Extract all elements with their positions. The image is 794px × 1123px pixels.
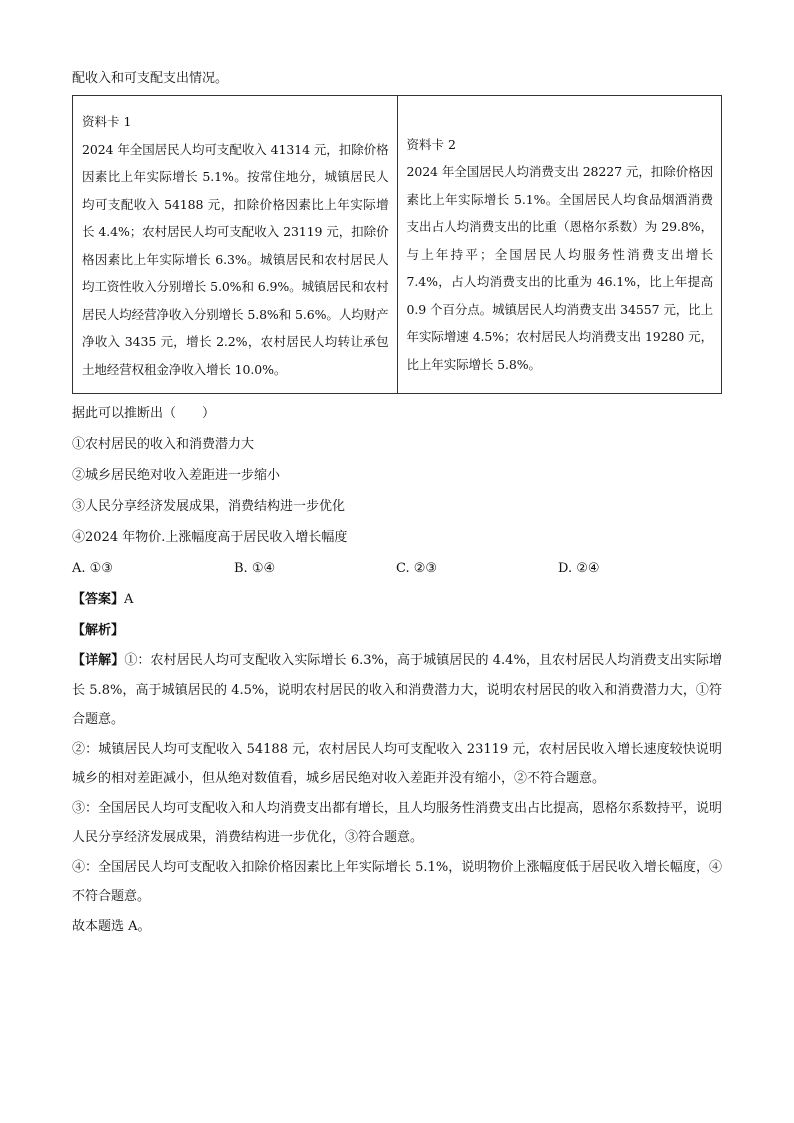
option-a: A. ①③ (72, 561, 113, 576)
intro-text: 配收入和可支配支出情况。 (72, 71, 229, 86)
analysis-tag: 【解析】 (72, 623, 125, 638)
option-b: B. ①④ (234, 561, 276, 576)
detail-paragraph-2: ②：城镇居民人均可支配收入 54188 元，农村居民人均可支配收入 23119 元，农村居民收入增长速度较快说明城乡的相对差距减小，但从绝对数值看，城乡居民绝对收入差距并没有缩小，②不符合题意。 (72, 741, 722, 786)
detail-paragraph-3: ③：全国居民人均可支配收入和人均消费支出都有增长，且人均服务性消费支出占比提高，恩格尔系数持平，说明人民分享经济发展成果，消费结构进一步优化，③符合题意。 (72, 800, 723, 845)
material-card-2 (397, 96, 722, 394)
statement-item: ③人民分享经济发展成果，消费结构进一步优化 (72, 499, 346, 514)
statement-item: ①农村居民的收入和消费潜力大 (72, 437, 255, 452)
card-2-text: 2024 年全国居民人均消费支出 28227 元，扣除价格因素比上年实际增长 5.1%。全国居民人均食品烟酒消费支出占人均消费支出的比重（恩格尔系数）为 29.8%，与上年持平；全国居民人均服务性消费支出增长 7.4%，占人均消费支出的比重为 46.1%，比上年提高 0.9 个百分点。城镇居民人均消费支出 34557 元，比上年实际增速 4.5%；农村居民人均消费支出 19280 元，比上年实际增长 5.8%。 (406, 164, 713, 372)
answer-tag: 【答案】 (72, 592, 125, 607)
answer-value: A (124, 592, 134, 607)
analysis-line (72, 615, 722, 646)
detail-text-1: ①：农村居民人均可支配收入实际增长 6.3%，高于城镇居民的 4.4%，且农村居民人均消费支出实际增长 5.8%，高于城镇居民的 4.5%，说明农村居民的收入和消费潜力大，说明农村居民的收入和消费潜力大，①符合题意。 (72, 653, 722, 727)
statement-item: ④2024 年物价.上涨幅度高于居民收入增长幅度 (72, 530, 348, 545)
detail-tag: 【详解】 (72, 653, 125, 668)
option-d: D. ②④ (558, 561, 600, 576)
detail-paragraph-4: ④：全国居民人均可支配收入扣除价格因素比上年实际增长 5.1%，说明物价上涨幅度低于居民收入增长幅度，④不符合题意。 (72, 859, 722, 904)
material-card-1 (73, 96, 398, 394)
card-1-text: 2024 年全国居民人均可支配收入 41314 元，扣除价格因素比上年实际增长 5.1%。按常住地分，城镇居民人均可支配收入 54188 元，扣除价格因素比上年实际增长 4.4%；农村居民人均可支配收入 23119 元，扣除价格因素比上年实际增长 6.3%。城镇居民和农村居民人均工资性收入分别增长 5.0%和 6.9%。城镇居民和农村居民人均经营净收入分别增长 5.8%和 5.6%。人均财产净收入 3435 元，增长 2.2%，农村居民人均转让承包土地经营权租金净收入增长 10.0%。 (82, 141, 389, 377)
conclusion-line: 故本题选 A。 (72, 918, 151, 934)
card-1-title: 资料卡 1 (82, 114, 132, 129)
material-cards-table (72, 95, 722, 394)
document-page (72, 60, 722, 941)
option-c: C. ②③ (396, 561, 438, 576)
answer-options (72, 553, 722, 584)
statement-item: ②城乡居民绝对收入差距进一步缩小 (72, 468, 281, 483)
answer-line (72, 584, 722, 615)
card-2-title: 资料卡 2 (406, 136, 456, 152)
detail-paragraph-1 (72, 646, 722, 735)
question-block (72, 398, 722, 584)
question-stem: 据此可以推断出（ ） (72, 406, 216, 421)
